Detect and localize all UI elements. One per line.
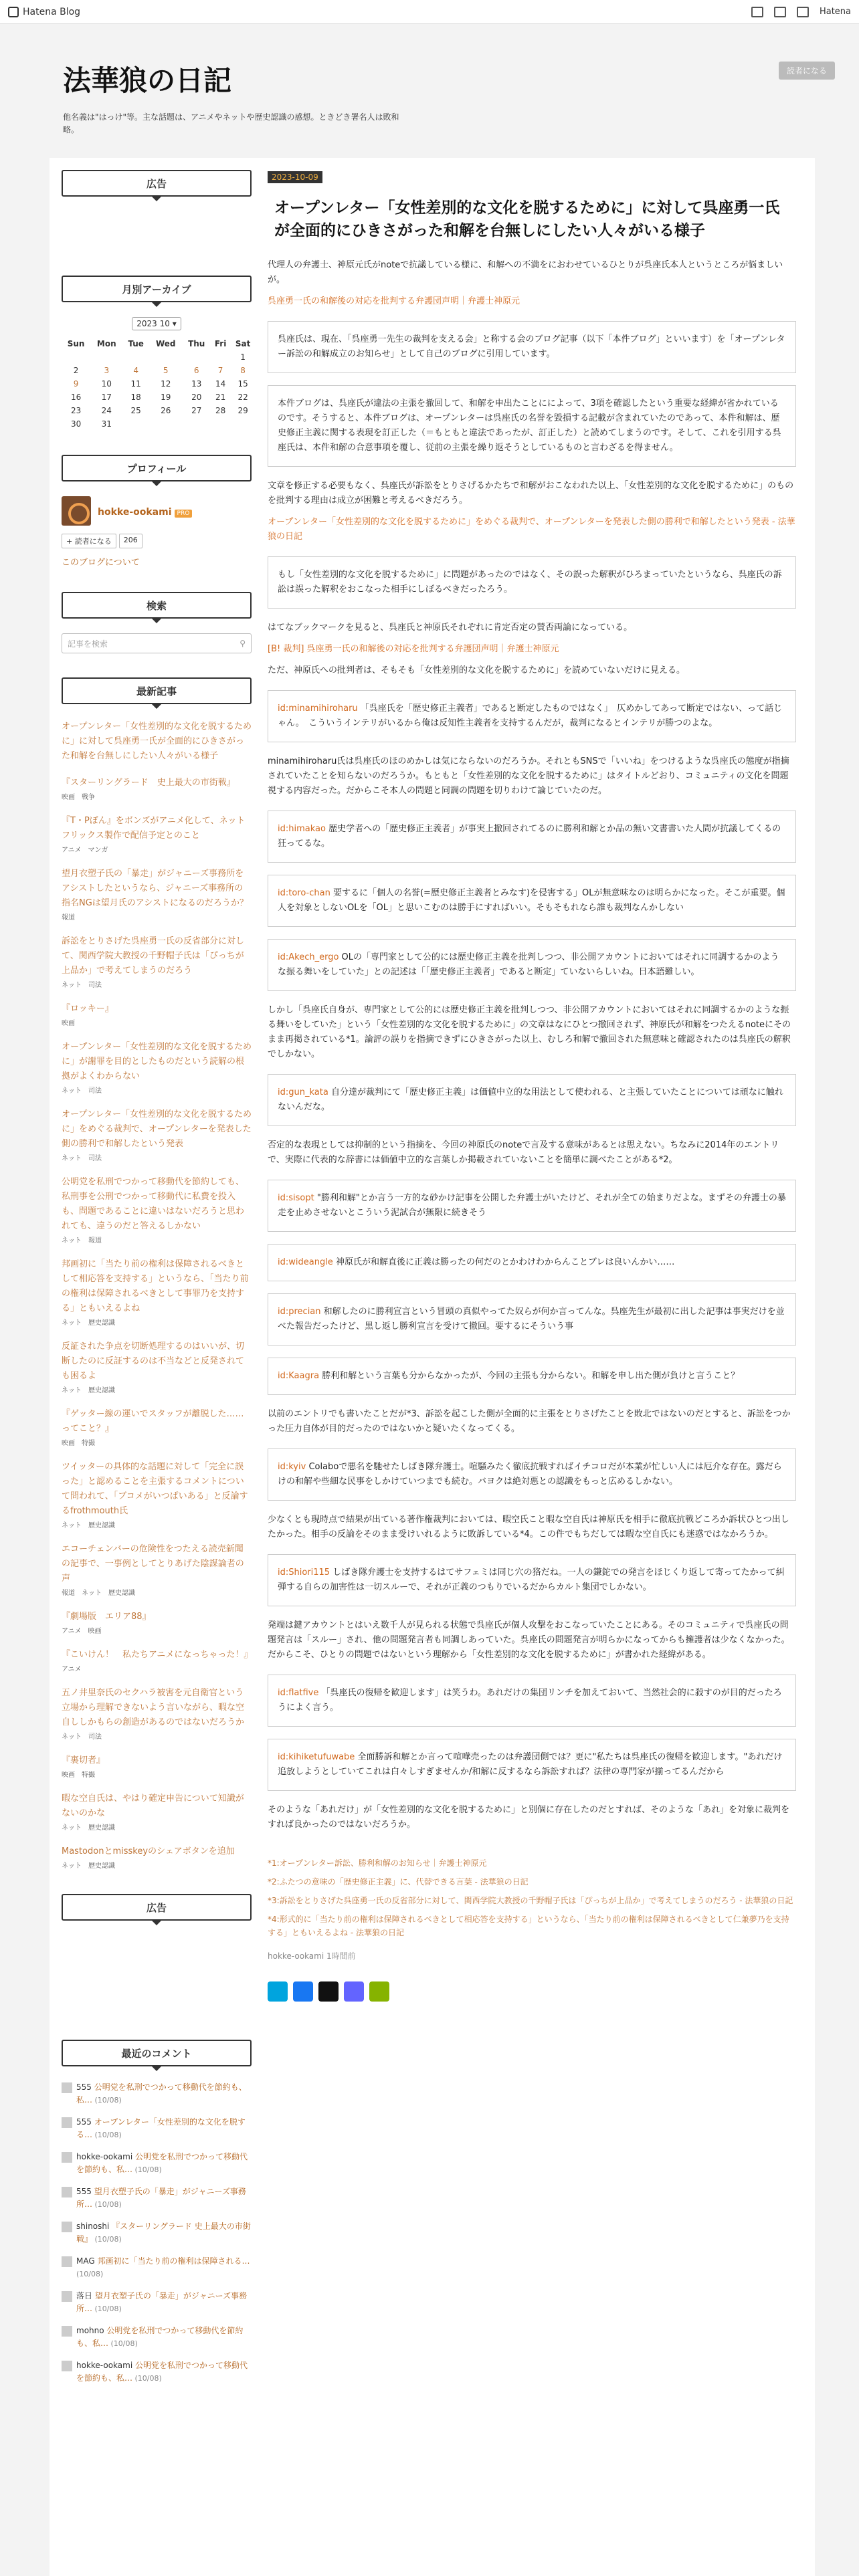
calendar-day[interactable]: 2 [73, 366, 79, 375]
comment-item [62, 2359, 252, 2385]
paragraph: 少なくとも現時点で結果が出ている著作権裁判においては、暇空氏こと暇な空自氏は神原氏を相手に徹底抗戦どころか訴状ひとつ出したかった。相手の反論をそのまま受けいれるように敗訴している*4。この件でもちだしては暇な空自氏にも迷惑ではなかろうか。 [268, 1515, 789, 1539]
content-container [50, 158, 815, 2576]
recent-entry[interactable] [62, 1174, 252, 1245]
recent-entry[interactable] [62, 775, 252, 801]
entry-link[interactable]: オープンレター「女性差別的な文化を脱するために」が謝罪を目的としたものだという読解の根拠がよくわからない [62, 1042, 252, 1081]
comment-user: 555 [76, 2117, 94, 2127]
calendar-day[interactable]: 25 [130, 406, 141, 415]
user-link[interactable]: id:minamihiroharu [278, 704, 358, 714]
entry-link[interactable]: 『スターリングラード 史上最大の市街戦』 [62, 778, 235, 788]
calendar-day[interactable]: 19 [161, 393, 171, 402]
calendar-day[interactable]: 4 [133, 366, 138, 375]
calendar-day[interactable]: 27 [191, 406, 202, 415]
comment-date: (10/08) [132, 2165, 162, 2174]
hatena-blog-logo[interactable]: Hatena Blog [8, 7, 80, 17]
entry-link[interactable]: 『裏切者』 [62, 1755, 106, 1765]
calendar-day[interactable]: 16 [70, 393, 82, 402]
article-date[interactable]: 2023-10-09 [268, 171, 322, 183]
user-icon [62, 2326, 72, 2337]
bookmark-comment [268, 1244, 796, 1281]
bookmark-comment [268, 690, 796, 742]
bookmark-comment [268, 1180, 796, 1232]
calendar-day [211, 417, 230, 431]
entry-link[interactable]: 反証された争点を切断処理するのはいいが、切断したのに反証するのは不当などと反発されても困るよ [62, 1341, 245, 1381]
misskey-icon[interactable] [369, 1981, 389, 2002]
ad-title-2: 広告 [62, 1894, 252, 1921]
user-link[interactable]: id:himakao [278, 824, 326, 834]
calendar-day [62, 350, 90, 364]
paragraph: 代理人の弁護士、神原元氏がnoteで抗議している様に、和解への不満をにおわせているひとりが呉座氏本人というところが悩ましいが。 [268, 260, 783, 285]
user-link[interactable]: id:wideangle [278, 1257, 333, 1267]
search-icon[interactable]: ⚲ [240, 639, 246, 648]
paragraph: しかし「呉座氏自身が、専門家として公的には歴史修正主義を批判しつつ、非公開アカウントにおいてはそれに同調するかのような振る舞いをしていた」という「女性差別的な文化を脱するために」の文章はなにひとつ撤回されず、神原氏が和解をつたえるnoteにそのまま再掲されている*1。論評の誤りを指摘できずにひきさがった以上、むしろ和解で撤回された無意味と確認されたのは呉座氏の解釈でしかない。 [268, 1005, 791, 1059]
comment-date: (10/08) [92, 2304, 122, 2313]
entry-category[interactable]: ネット 司法 [62, 982, 102, 989]
calendar-day[interactable]: 29 [237, 406, 248, 415]
calendar-day[interactable]: 28 [215, 406, 226, 415]
entry-category[interactable]: 映画 特撮 [62, 1772, 95, 1779]
calendar-day [183, 350, 211, 364]
recent-entry[interactable] [62, 1541, 252, 1597]
user-link[interactable]: id:precian [278, 1307, 321, 1317]
blog-header [0, 24, 859, 158]
calendar-day[interactable]: 30 [70, 419, 82, 429]
recent-entry[interactable] [62, 1001, 252, 1027]
calendar-day[interactable]: 24 [101, 406, 112, 415]
reader-icon[interactable] [774, 7, 786, 17]
user-link[interactable]: id:sisopt [278, 1193, 314, 1203]
comment-date: (10/08) [108, 2339, 138, 2348]
recent-entry[interactable] [62, 719, 252, 763]
reader-button[interactable]: + 読者になる [62, 534, 116, 548]
recent-entry[interactable] [62, 1791, 252, 1832]
reader-count: 206 [119, 534, 142, 548]
user-link[interactable]: id:kyiv [278, 1462, 306, 1472]
user-icon [62, 2152, 72, 2163]
user-link[interactable]: id:toro-chan [278, 888, 330, 898]
calendar-day[interactable]: 14 [215, 379, 226, 389]
source-link[interactable]: オープンレター「女性差別的な文化を脱するために」をめぐる裁判で、オープンレターを発表した側の勝利で和解したという発表 - 法華狼の日記 [268, 517, 795, 542]
entry-link[interactable]: 『T・Pぼん』をボンズがアニメ化して、ネットフリックス製作で配信予定とのこと [62, 816, 246, 841]
comment-link[interactable]: 邦画初に「当たり前の権利は保障される… [97, 2256, 250, 2266]
entry-category[interactable]: アニメ マンガ [62, 847, 108, 854]
recent-entry[interactable] [62, 1406, 252, 1447]
about-link[interactable]: このブログについて [62, 558, 140, 568]
comment-date: (10/08) [92, 2200, 122, 2209]
comment-date: (10/08) [132, 2374, 162, 2383]
profile-name[interactable]: hokke-ookami [98, 506, 172, 518]
entry-link[interactable]: エコーチェンバーの危険性をつたえる読売新聞の記事で、一事例としてとりあげた陰謀論者の声 [62, 1544, 244, 1584]
comment-user: 落日 [76, 2291, 95, 2300]
bookmark-comment [268, 875, 796, 927]
calendar-day[interactable]: 15 [237, 379, 248, 389]
calendar-day [90, 350, 122, 364]
calendar-day[interactable]: 17 [101, 393, 112, 402]
comment-item [62, 2116, 252, 2141]
user-icon [62, 2222, 72, 2232]
comment-item [62, 2081, 252, 2107]
calendar-day [230, 417, 256, 431]
share-buttons [268, 1981, 796, 2002]
pro-badge: PRO [175, 510, 193, 518]
calendar-day[interactable]: 23 [70, 406, 82, 415]
comment-user: shinoshi [76, 2222, 112, 2231]
entry-link[interactable]: ツイッターの具体的な話題に対して「完全に誤った」と認めることを主張するコメントについて問われて、「ブコメがいつぱいある」と反論するfrothmouth氏 [62, 1462, 248, 1516]
comment-item [62, 2255, 252, 2280]
comment-item [62, 2185, 252, 2211]
author-line[interactable]: hokke-ookami 1時間前 [268, 1951, 356, 1961]
weekday-header: Mon [96, 339, 116, 348]
comment-link[interactable]: 『スターリングラード 史上最大の市街戦』 [76, 2222, 251, 2244]
calendar-day [149, 350, 183, 364]
search-title: 検索 [62, 592, 252, 619]
paragraph: minamihiroharu氏は呉座氏のほのめかしは気にならないのだろうか。それともSNSで「いいね」をつけるような呉座氏の態度が指摘されていたことを知らないのだろうか。もともと「女性差別的な文化を脱するために」はタイトルどおり、コミュニティの文化を問題視する内容だった。だからこそ本人の問題と同調の問題を切りわけて論じていたのだ。 [268, 756, 789, 796]
search-input[interactable]: 記事を検索 ⚲ [62, 633, 252, 653]
entry-category[interactable]: ネット 歴史認識 [62, 1862, 115, 1870]
user-link[interactable]: id:flatfive [278, 1688, 319, 1698]
comment-item [62, 2151, 252, 2176]
comment-text: 和解したのに勝利宣言という冒頭の真似やってた奴らが何か言ってんな。呉座先生が最初に出した記事は事実だけを並べた報告だったけど、黒し返し勝利宣言を受けて撤回。要するにそういう事 [278, 1307, 785, 1331]
calendar-day [211, 350, 230, 364]
calendar-day[interactable]: 9 [73, 379, 79, 389]
weekday-header: Fri [214, 339, 227, 348]
topbar [0, 0, 859, 24]
calendar [62, 337, 256, 431]
entry-link[interactable]: 五ノ井里奈氏のセクハラ被害を元自衛官という立場から理解できないよう言いながら、暇な空自ししかもらの創造があるのではないだろうか [62, 1688, 245, 1727]
user-icon [62, 2082, 72, 2093]
comment-item [62, 2220, 252, 2246]
entry-link[interactable]: 『劇場版 エリア88』 [62, 1612, 151, 1622]
edit-icon[interactable] [751, 7, 763, 17]
top-icons [751, 7, 851, 17]
hatena-bookmark-icon[interactable] [268, 1981, 288, 2002]
blockquote: 本件ブログは、呉座氏が違法の主張を撤回して、和解を申出たことにによって、3項を確認したという重要な経緯が省かれているのです。そうすると、本件ブログは、オープンレターは呉座氏の名誉を毀損する記載が含まれていたのであって、本件和解は、歴史修正主義に関する表現を訂正した（＝もともと違法であったが、訂正した）と読めてしまうのです。そして、これを引用する呉座氏は、本件和解の合意事項を覆し、従前の主張を繰り返そうとしているものと言わざるを得ません。 [268, 385, 796, 467]
comment-text: 要するに「個人の名誉(=歴史修正主義者とみなす)を侵害する」OLが無意味なのは明らかになった。そこが重要。個人を対象としないOLを「OL」と思いこむのは勝手にすればいい。そもそもれなら誰も裁判なんかしない [278, 888, 785, 913]
recent-entry[interactable] [62, 1753, 252, 1779]
calendar-day [183, 417, 211, 431]
comment-item [62, 2290, 252, 2315]
comment-text: 勝利和解という言葉も分からなかったが、今回の主張も分からない。和解を申し出た側が負けと言うこと？ [322, 1371, 740, 1381]
x-icon[interactable] [318, 1981, 339, 2002]
comment-text: 「呉座氏を「歴史修正主義者」であると断定したものではなく」 仄めかしてあって断定ではない、って話じゃん。 こういうインテリがいるから俺は反知性主義者を支持するんだが，裁判になるとインテリが勝つのよな。 [278, 704, 783, 728]
calendar-day[interactable]: 20 [191, 393, 202, 402]
footnote[interactable]: *3:訴訟をとりさげた呉座勇一氏の反省部分に対して、関西学院大教授の千野帽子氏は「ぴっちが上品か」で考えてしまうのだろう - 法華狼の日記 [268, 1896, 793, 1905]
calendar-day[interactable]: 21 [215, 393, 226, 402]
comment-text: OLの「専門家として公的には歴史修正主義を批判しつつ、非公開アカウントにおいてはそれに同調するかのような振る舞いをしていた」との記述は「「歴史修正主義者」であると断定」ていないらしいね。日本語難しい。 [278, 952, 779, 977]
entry-link[interactable]: 暇な空自氏は、やはり確定申告について知識がないのかな [62, 1794, 244, 1818]
comment-text: 自分達が裁判にて「歴史修正主義」は価値中立的な用法として使われる、と主張していたことについては頑なに触れないんだな。 [278, 1087, 783, 1112]
calendar-day[interactable]: 31 [101, 419, 112, 429]
archive-title: 月別アーカイブ [62, 276, 252, 302]
comment-item [62, 2325, 252, 2350]
comment-user: hokke-ookami [76, 2361, 135, 2370]
blockquote: もし「女性差別的な文化を脱するために」に問題があったのではなく、その誤った解釈がひろまっていたというなら、呉座氏の訴訟は誤った解釈をおこなった相手にしぼるべきだったろう。 [268, 556, 796, 609]
comment-date: (10/08) [76, 2270, 104, 2278]
entry-link[interactable]: オープンレター「女性差別的な文化を脱するために」に対して呉座勇一氏が全面的にひきさがった和解を台無しにしたい人々がいる様子 [62, 722, 252, 761]
entry-link[interactable]: 『ゲッター線の運いでスタッフが離脱した……ってこと？』 [62, 1409, 244, 1434]
calendar-day[interactable]: 1 [240, 352, 246, 362]
calendar-day [122, 417, 149, 431]
bookmark-comment [268, 811, 796, 863]
profile-title: プロフィール [62, 455, 252, 481]
comment-date: (10/08) [92, 2235, 122, 2244]
calendar-day[interactable]: 11 [130, 379, 141, 389]
calendar-day [149, 417, 183, 431]
entry-link[interactable]: 公明党を私刑でつかって移動代を節約しても、私刑事を公刑でつかって移動代に私費を投入も、問題であることに違いはないだろうと思われても、違うのだと答えるしかない [62, 1177, 245, 1231]
user-link[interactable]: id:kihiketufuwabe [278, 1752, 355, 1762]
calendar-day[interactable]: 10 [101, 379, 112, 389]
user-icon [62, 2361, 72, 2371]
comment-text: 「呉座氏の復帰を歓迎します」は笑うわ。あれだけの集団リンチを加えておいて、当然社会的に殺すのが目的だったろうによく言う。 [278, 1688, 782, 1713]
paragraph: 以前のエントリでも書いたことだが*3、訴訟を起こした側が全面的に主張をとりさげたことを敗北ではないのだとすると、訴訟をつかった圧力自体が目的だったのではないかと疑いたくなってくる。 [268, 1409, 791, 1434]
calendar-day[interactable]: 18 [130, 393, 141, 402]
user-link[interactable]: id:Shiori115 [278, 1568, 330, 1578]
sidebar [62, 170, 252, 2409]
entry-category[interactable]: 映画 戦争 [62, 794, 95, 801]
entry-category[interactable]: アニメ [62, 1666, 82, 1673]
weekday-header: Sun [67, 339, 85, 348]
paragraph: 発端は鍵アカウントとはいえ数千人が見られる状態で呉座氏が個人攻撃をおこなっていたことにある。そのコミュニティで呉座氏の問題発言は「スルー」され、他の問題発言者も同調しあっていた。呉座氏の問題発言が明らかになってからも擁護者は少なくなかった。だからこそ、ひとりの問題ではないという理解から「女性差別的な文化を脱するために」が書かれた経緯がある。 [268, 1620, 790, 1660]
recent-entry[interactable] [62, 1257, 252, 1327]
entry-category[interactable]: アニメ 映画 [62, 1628, 102, 1635]
mastodon-icon[interactable] [344, 1981, 364, 2002]
user-link[interactable]: id:Akech_ergo [278, 952, 339, 962]
user-icon [62, 2187, 72, 2197]
paragraph: ただ、神原氏への批判者は、そもそも「女性差別的な文化を脱するために」を読めていないだけに見える。 [268, 665, 686, 675]
entry-link[interactable]: 訴訟をとりさげた呉座勇一氏の反省部分に対して、関西学院大教授の千野帽子氏は「ぴっちが上品か」で考えてしまうのだろう [62, 936, 245, 976]
calendar-day[interactable]: 7 [217, 366, 223, 375]
month-select[interactable]: 2023 10 ▾ [132, 317, 181, 330]
calendar-day[interactable]: 12 [161, 379, 171, 389]
comment-date: (10/08) [92, 2096, 122, 2105]
comment-link[interactable]: 公明党を私刑でつかって移動代を節約も、私… [76, 2152, 248, 2174]
bookmark-comment [268, 1448, 796, 1501]
entry-link[interactable]: 『ロッキー』 [62, 1004, 114, 1014]
calendar-day[interactable]: 22 [237, 393, 248, 402]
footnote[interactable]: *1:オープンレター訴訟、勝利和解のお知らせ｜弁護士神原元 [268, 1858, 487, 1868]
article-title[interactable]: オープンレター「女性差別的な文化を脱するために」に対して呉座勇一氏が全面的にひきさがった和解を台無しにしたい人々がいる様子 [274, 199, 780, 239]
recent-entry[interactable] [62, 934, 252, 989]
notification-icon[interactable] [797, 7, 809, 17]
comment-link[interactable]: 望月衣塑子氏の「暴走」がジャニーズ事務所… [76, 2291, 247, 2313]
weekday-header: Wed [155, 339, 176, 348]
weekday-header: Sat [235, 339, 251, 348]
recent-entry[interactable] [62, 1685, 252, 1741]
paragraph: 否定的な表現としては抑制的という指摘を、今回の神原氏のnoteで言及する意味があるとは思えない。ちなみに2014年のエントリで、実際に代表的な辞書には価値中立的な言葉しか掲載されていないことを簡単に調べたことがある*2。 [268, 1140, 779, 1165]
comment-text: 全面勝訴和解とか言って喧嘩売ったのは弁護団側では？更に"私たちは呉座氏の復帰を歓迎します。"あれだけ追放しようとしていてこれは白々しすぎませんか/和解に反するなら訴訟すれば？法律の専門家が揃ってるんだから [278, 1752, 783, 1777]
footnotes [268, 1856, 796, 1939]
article [268, 170, 796, 2002]
calendar-day[interactable]: 13 [191, 379, 202, 389]
entry-category[interactable]: ネット 歴史認識 [62, 1522, 115, 1529]
entry-category[interactable]: ネット 司法 [62, 1087, 102, 1095]
entry-link[interactable]: 『こいけん！ 私たちアニメになっちゃった！』 [62, 1650, 253, 1660]
entry-category[interactable]: 報道 ネット 歴史認識 [62, 1590, 135, 1597]
calendar-day [122, 350, 149, 364]
entry-category[interactable]: 報道 [62, 914, 75, 922]
comment-text: "勝利和解"とか言う一方的な砂かけ記事を公開した弁護士がいたけど、それが全ての始まりだよな。まずその弁護士の暴走を止めさせないとこういう泥試合が無限に続きそう [278, 1193, 786, 1218]
bookmark-comment [268, 1358, 796, 1395]
calendar-day[interactable]: 26 [161, 406, 171, 415]
comment-user: mohno [76, 2326, 107, 2335]
bookmark-comment [268, 1074, 796, 1126]
bookmark-comment [268, 1554, 796, 1606]
comment-text: Colaboで悪名を馳せたしばき隊弁護士。喧騒みたく徹底抗戦すればイチコロだが本業が忙しい人には厄介な存在。露だらけの和解や些細な民事をしかけていつまでも続む。バヨクは絶対悪との認識をもっと広めるしかない。 [278, 1462, 782, 1487]
entry-category[interactable]: ネット 司法 [62, 1733, 102, 1741]
bookmark-comment [268, 939, 796, 991]
paragraph: 文章を修正する必要もなく、呉座氏が訴訟をとりさげるかたちで和解がおこなわれた以上、「女性差別的な文化を脱するために」のものを批判する理由は成立が困難と考えるべきだろう。 [268, 481, 794, 506]
user-icon [62, 2117, 72, 2128]
bookmark-comment [268, 1675, 796, 1727]
user-link[interactable]: id:Kaagra [278, 1371, 320, 1381]
comment-user: 555 [76, 2187, 94, 2196]
blog-title[interactable]: 法華狼の日記 [63, 64, 232, 97]
comment-text: 神原氏が和解直後に正義は勝ったの何だのとかわけわからんことブレは良いんかい…… [335, 1257, 675, 1267]
calendar-day[interactable]: 8 [240, 366, 246, 375]
recent-entry[interactable] [62, 813, 252, 854]
recent-entry[interactable] [62, 1647, 252, 1673]
comment-link[interactable]: 望月衣塑子氏の「暴走」がジャニーズ事務所… [76, 2187, 246, 2209]
calendar-day[interactable]: 5 [163, 366, 169, 375]
comment-user: MAG [76, 2256, 98, 2266]
comment-text: 歴史学者への「歴史修正主義者」が事実上撤回されてるのに勝利和解とか品の無い文書書いた人間が抗議してくるの狂ってるな。 [278, 824, 781, 849]
user-icon [62, 2291, 72, 2302]
footnote[interactable]: *4:形式的に「当たり前の権利は保障されるべきとして相応答を支持する」というなら、「当たり前の権利は保障されるべきとして仁兼夢乃を支持する」ともいえるよね - 法華狼の日記 [268, 1915, 789, 1937]
recent-entry[interactable] [62, 1609, 252, 1635]
comment-link[interactable]: 公明党を私刑でつかって移動代を節約も、私… [76, 2082, 247, 2105]
calendar-day[interactable]: 3 [104, 366, 110, 375]
comment-link[interactable]: 公明党を私刑でつかって移動代を節約も、私… [76, 2326, 244, 2348]
hatena-account[interactable]: Hatena [819, 7, 851, 17]
recent-entry[interactable] [62, 1107, 252, 1162]
recent-title: 最新記事 [62, 677, 252, 704]
calendar-day[interactable]: 6 [193, 366, 199, 375]
avatar[interactable] [62, 496, 91, 526]
entry-link[interactable]: オープンレター「女性差別的な文化を脱するために」をめぐる裁判で、オープンレターを発表した側の勝利で和解したという発表 [62, 1109, 252, 1149]
source-link[interactable]: [B! 裁判] 呉座勇一氏の和解後の対応を批判する弁護団声明｜弁護士神原元 [268, 644, 559, 654]
paragraph: そのような「あれだけ」が「女性差別的な文化を脱するために」と別個に存在したのだとすれば、そのような「あれ」を対象に裁判をすれば良かったのではないだろうか。 [268, 1805, 790, 1830]
source-link[interactable]: 呉座勇一氏の和解後の対応を批判する弁護団声明｜弁護士神原元 [268, 296, 520, 306]
hatena-logo-icon [8, 7, 19, 17]
blog-description: 他名義は"はっけ"等。主な話題は、アニメやネットや歴史認識の感想。ときどき署名人は敗和略。 [63, 112, 399, 134]
recent-entry[interactable] [62, 866, 252, 922]
paragraph: はてなブックマークを見ると、呉座氏と神原氏それぞれに肯定否定の賛否両論になっている。 [268, 623, 633, 633]
comments-title: 最近のコメント [62, 2040, 252, 2066]
comment-link[interactable]: 公明党を私刑でつかって移動代を節約も、私… [76, 2361, 248, 2383]
comment-user: 555 [76, 2082, 94, 2092]
facebook-icon[interactable] [293, 1981, 313, 2002]
entry-category[interactable]: ネット 報道 [62, 1237, 102, 1245]
entry-link[interactable]: 望月衣塑子氏の「暴走」がジャニーズ事務所をアシストしたというなら、ジャニーズ事務所の指名NGは望月氏のアシストになるのだろうか？ [62, 869, 248, 908]
user-icon [62, 2256, 72, 2267]
entry-category[interactable]: 映画 特撮 [62, 1440, 95, 1447]
bookmark-comment [268, 1293, 796, 1346]
ad-title: 広告 [62, 170, 252, 197]
weekday-header: Tue [128, 339, 144, 348]
recent-entry[interactable] [62, 1039, 252, 1095]
comment-user: hokke-ookami [76, 2152, 135, 2161]
entry-category[interactable]: ネット 司法 [62, 1155, 102, 1162]
entry-link[interactable]: Mastodonとmisskeyのシェアボタンを追加 [62, 1846, 235, 1856]
subscribe-button[interactable]: 読者になる [779, 62, 835, 80]
entry-category[interactable]: ネット 歴史認識 [62, 1319, 115, 1327]
recent-entry[interactable] [62, 1459, 252, 1529]
user-link[interactable]: id:gun_kata [278, 1087, 328, 1097]
comment-link[interactable]: オープンレター「女性差別的な文化を脱する… [76, 2117, 246, 2139]
entry-link[interactable]: 邦画初に「当たり前の権利は保障されるべきとして相応答を支持する」というなら、「当たり前の権利は保障されるべきとして事罪乃を支持する」ともいえるよね [62, 1259, 249, 1313]
recent-entry[interactable] [62, 1844, 252, 1870]
entry-category[interactable]: ネット 歴史認識 [62, 1387, 115, 1394]
comment-date: (10/08) [92, 2131, 122, 2139]
comment-text: しばき隊弁護士を支持するはてサフェミは同じ穴の狢だね。一人の鎌鉈での発言をほじくり返して寄ってたかって糾弾する自らの加害性は一切スルーで、それが正義のつもりでいるだからカルト集団でしかない。 [278, 1568, 785, 1592]
entry-category[interactable]: 映画 [62, 1020, 75, 1027]
entry-category[interactable]: ネット 歴史認識 [62, 1824, 115, 1832]
weekday-header: Thu [188, 339, 205, 348]
footnote[interactable]: *2:ふたつの意味の「歴史修正主義」に、代替できる言葉 - 法華狼の日記 [268, 1877, 529, 1887]
recent-entry[interactable] [62, 1339, 252, 1394]
blockquote: 呉座氏は、現在、「呉座勇一先生の裁判を支える会」と称する会のブログ記事（以下「本件ブログ」といいます）を「オープンレター訴訟の和解成立のお知らせ」として自己のブログに引用しています。 [268, 321, 796, 373]
bookmark-comment [268, 1739, 796, 1791]
